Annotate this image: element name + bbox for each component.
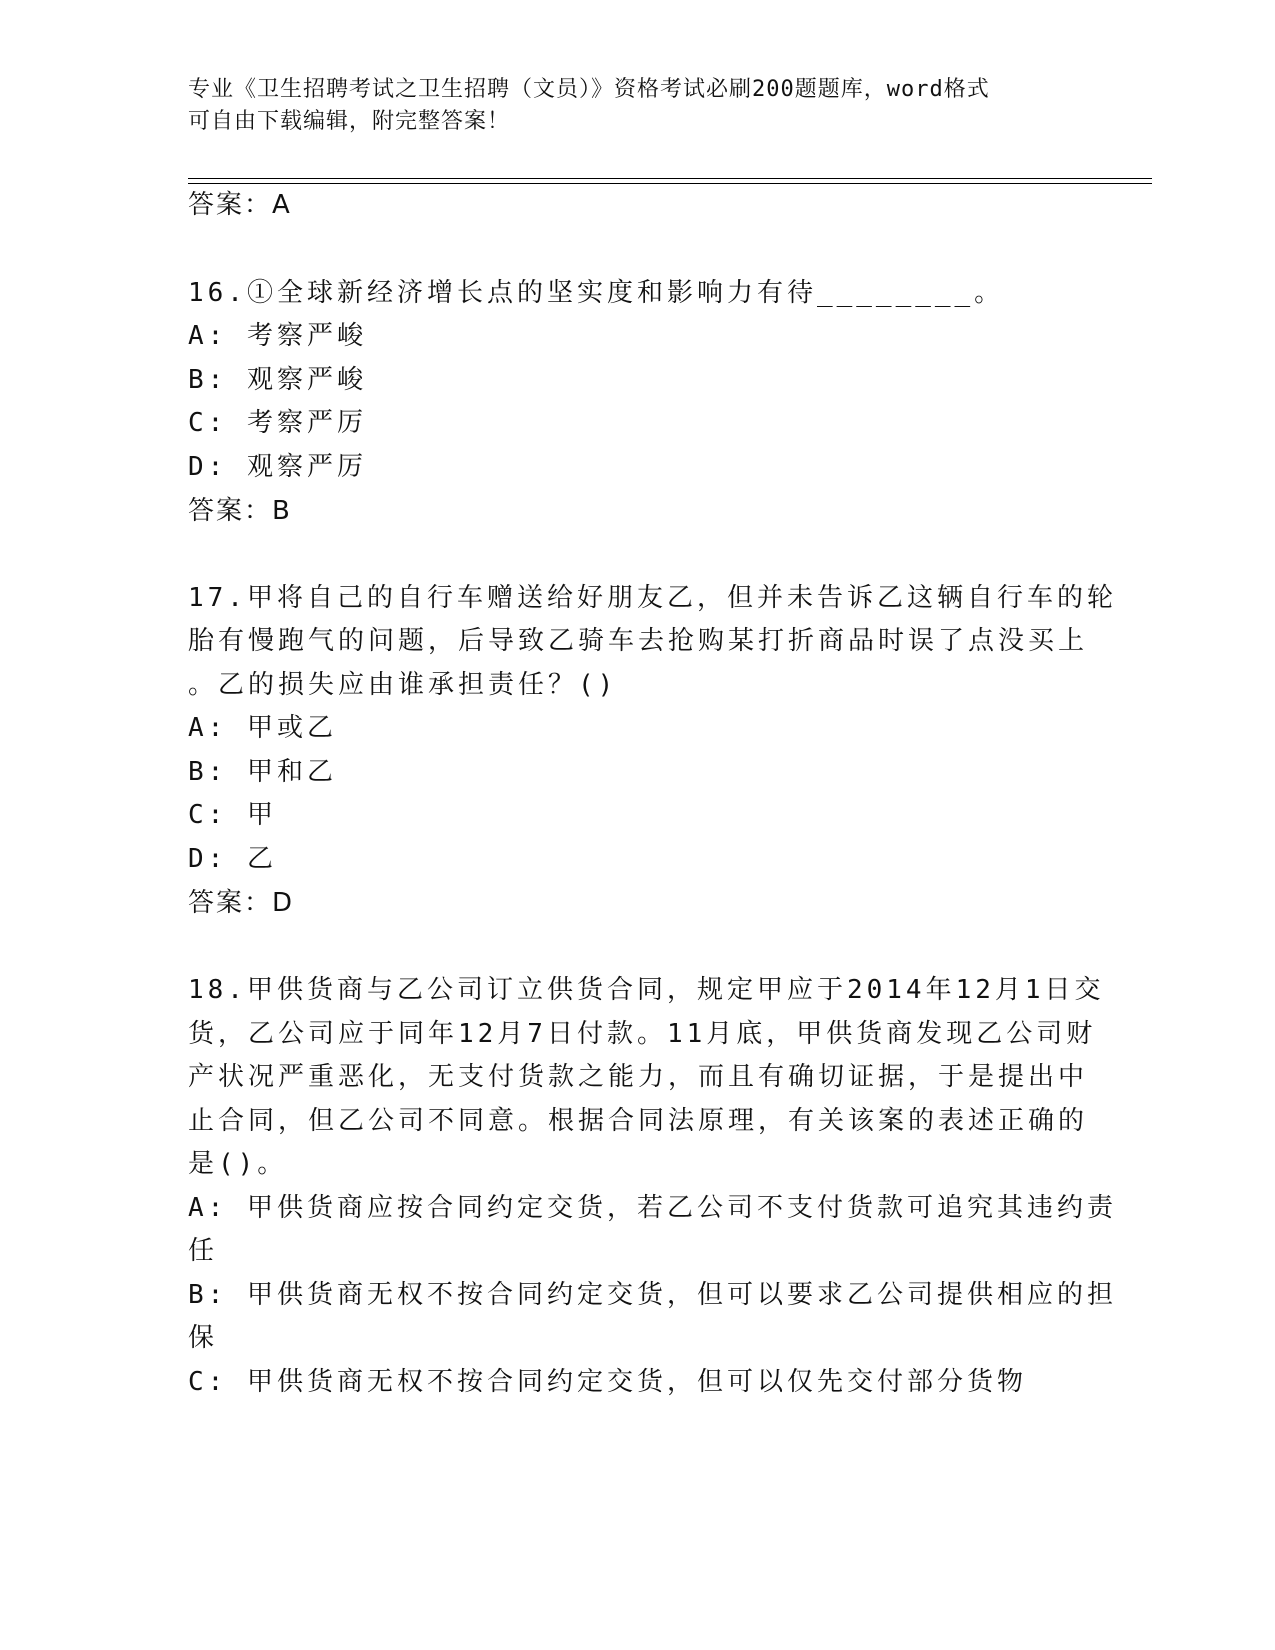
- question-17-option-a: A: 甲或乙: [188, 713, 337, 743]
- question-16-option-b: B: 观察严峻: [188, 365, 367, 395]
- question-16-answer: 答案：B: [188, 496, 292, 526]
- question-16-option-d: D: 观察严厉: [188, 452, 367, 482]
- question-17-option-c: C: 甲: [188, 800, 277, 830]
- question-18-option-c: C: 甲供货商无权不按合同约定交货，但可以仅先交付部分货物: [188, 1367, 1027, 1397]
- question-16-option-c: C: 考察严厉: [188, 408, 367, 438]
- header-divider-top: [188, 178, 1152, 179]
- question-18-stem-line-5: 是()。: [188, 1149, 288, 1179]
- header-divider-bottom: [188, 183, 1152, 184]
- question-18-option-a-line-2: 任: [188, 1236, 219, 1266]
- question-18-stem-line-1: 18.甲供货商与乙公司订立供货合同，规定甲应于2014年12月1日交: [188, 975, 1105, 1005]
- question-16-option-a: A: 考察严峻: [188, 321, 367, 351]
- question-17-option-b: B: 甲和乙: [188, 757, 337, 787]
- answer-previous: 答案：A: [188, 190, 292, 220]
- question-16-stem: 16.①全球新经济增长点的坚实度和影响力有待________。: [188, 278, 1005, 308]
- question-17-stem-line-2: 胎有慢跑气的问题，后导致乙骑车去抢购某打折商品时误了点没买上: [188, 626, 1089, 656]
- question-18-stem-line-4: 止合同，但乙公司不同意。根据合同法原理，有关该案的表述正确的: [188, 1106, 1089, 1136]
- question-18-option-b-line-1: B: 甲供货商无权不按合同约定交货，但可以要求乙公司提供相应的担: [188, 1280, 1117, 1310]
- question-18-option-a-line-1: A: 甲供货商应按合同约定交货，若乙公司不支付货款可追究其违约责: [188, 1193, 1117, 1223]
- header-line-1: 专业《卫生招聘考试之卫生招聘（文员）》资格考试必刷200题题库，word格式: [188, 77, 990, 102]
- question-18-stem-line-3: 产状况严重恶化，无支付货款之能力，而且有确切证据，于是提出中: [188, 1062, 1089, 1092]
- question-17-stem-line-3: 。乙的损失应由谁承担责任？(): [188, 670, 618, 700]
- question-17-stem-line-1: 17.甲将自己的自行车赠送给好朋友乙，但并未告诉乙这辆自行车的轮: [188, 583, 1117, 613]
- question-17-option-d: D: 乙: [188, 844, 277, 874]
- question-18-stem-line-2: 货，乙公司应于同年12月7日付款。11月底，甲供货商发现乙公司财: [188, 1019, 1097, 1049]
- header-line-2: 可自由下载编辑，附完整答案！: [188, 109, 511, 134]
- question-17-answer: 答案：D: [188, 888, 295, 918]
- document-header: [188, 74, 1088, 138]
- question-18-option-b-line-2: 保: [188, 1323, 219, 1353]
